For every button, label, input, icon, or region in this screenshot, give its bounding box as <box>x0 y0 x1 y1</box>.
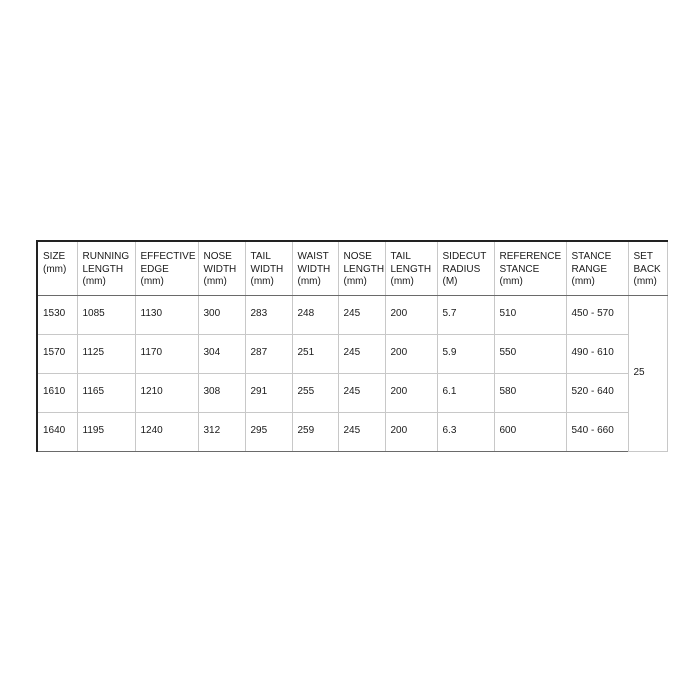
table-cell: 287 <box>245 334 292 373</box>
table-row <box>37 373 667 412</box>
table-cell: 1165 <box>77 373 135 412</box>
table-cell: 200 <box>385 295 437 334</box>
column-header-line: WAIST <box>297 251 329 262</box>
table-cell: 245 <box>338 373 385 412</box>
column-header-line: (mm) <box>203 276 227 287</box>
column-header <box>385 241 437 295</box>
header-row <box>37 241 667 295</box>
column-header-line: (mm) <box>82 276 106 287</box>
table-cell: 6.3 <box>437 412 494 451</box>
column-header-line: RADIUS <box>442 263 481 275</box>
table-cell: 1610 <box>37 373 77 412</box>
table-cell: 1530 <box>37 295 77 334</box>
column-header-line: (mm) <box>43 263 67 275</box>
table-cell: 550 <box>494 334 566 373</box>
table-cell: 255 <box>292 373 338 412</box>
column-header-line: LENGTH <box>390 263 432 275</box>
column-header <box>37 241 77 295</box>
table-cell: 1170 <box>135 334 198 373</box>
table-cell: 304 <box>198 334 245 373</box>
table-cell: 1210 <box>135 373 198 412</box>
table-cell: 1085 <box>77 295 135 334</box>
column-header-line: EFFECTIVE <box>140 251 196 262</box>
column-header-line: SIDECUT <box>442 251 487 262</box>
column-header-line: TAIL <box>390 251 411 262</box>
column-header-line: NOSE <box>343 251 372 262</box>
column-header <box>77 241 135 295</box>
table-row <box>37 295 667 334</box>
column-header-line: NOSE <box>203 251 232 262</box>
table-cell: 283 <box>245 295 292 334</box>
column-header-line: (mm) <box>140 276 164 287</box>
column-header-line: STANCE <box>499 263 540 275</box>
column-header <box>198 241 245 295</box>
table-cell: 248 <box>292 295 338 334</box>
column-header-line: EDGE <box>140 263 169 275</box>
table-cell: 520 - 640 <box>566 373 628 412</box>
table-body <box>37 295 667 451</box>
column-header <box>437 241 494 295</box>
table-row <box>37 412 667 451</box>
column-header-line: (mm) <box>499 276 523 287</box>
column-header-line: WIDTH <box>297 263 331 275</box>
table-header <box>37 241 667 295</box>
setback-value-cell: 25 <box>628 295 667 451</box>
table-cell: 6.1 <box>437 373 494 412</box>
table-cell: 5.7 <box>437 295 494 334</box>
column-header-line: (mm) <box>250 276 274 287</box>
table-cell: 5.9 <box>437 334 494 373</box>
column-header-line: RUNNING <box>82 251 130 262</box>
column-header-line: LENGTH <box>343 263 385 275</box>
table-cell: 540 - 660 <box>566 412 628 451</box>
column-header-line: WIDTH <box>203 263 237 275</box>
table-cell: 200 <box>385 334 437 373</box>
column-header <box>245 241 292 295</box>
column-header-line: (mm) <box>297 276 321 287</box>
table-cell: 308 <box>198 373 245 412</box>
column-header-line: STANCE <box>571 251 612 262</box>
size-spec-table <box>36 240 668 452</box>
table-cell: 1240 <box>135 412 198 451</box>
column-header-line: SIZE <box>43 251 66 262</box>
table-cell: 1640 <box>37 412 77 451</box>
column-header-line: (mm) <box>633 276 657 287</box>
table-cell: 245 <box>338 412 385 451</box>
table-cell: 1570 <box>37 334 77 373</box>
column-header <box>628 241 667 295</box>
column-header-line: (mm) <box>571 276 595 287</box>
table-cell: 200 <box>385 373 437 412</box>
column-header-line: REFERENCE <box>499 251 562 262</box>
column-header-line: WIDTH <box>250 263 284 275</box>
table-cell: 600 <box>494 412 566 451</box>
column-header-line: LENGTH <box>82 263 124 275</box>
table-cell: 251 <box>292 334 338 373</box>
column-header <box>338 241 385 295</box>
table-cell: 259 <box>292 412 338 451</box>
table-cell: 245 <box>338 295 385 334</box>
column-header <box>292 241 338 295</box>
column-header-line: SET <box>633 251 653 262</box>
column-header-line: RANGE <box>571 263 608 275</box>
table-cell: 245 <box>338 334 385 373</box>
column-header-line: (M) <box>442 276 458 287</box>
column-header-line: TAIL <box>250 251 271 262</box>
table-row <box>37 334 667 373</box>
column-header <box>494 241 566 295</box>
column-header <box>135 241 198 295</box>
table-cell: 510 <box>494 295 566 334</box>
table-cell: 200 <box>385 412 437 451</box>
table-cell: 580 <box>494 373 566 412</box>
table-cell: 1125 <box>77 334 135 373</box>
table-cell: 312 <box>198 412 245 451</box>
table-cell: 295 <box>245 412 292 451</box>
column-header-line: (mm) <box>343 276 367 287</box>
table-cell: 450 - 570 <box>566 295 628 334</box>
table-cell: 490 - 610 <box>566 334 628 373</box>
column-header-line: (mm) <box>390 276 414 287</box>
table-cell: 300 <box>198 295 245 334</box>
table-cell: 291 <box>245 373 292 412</box>
column-header-line: BACK <box>633 263 661 275</box>
table-cell: 1195 <box>77 412 135 451</box>
table-cell: 1130 <box>135 295 198 334</box>
column-header <box>566 241 628 295</box>
